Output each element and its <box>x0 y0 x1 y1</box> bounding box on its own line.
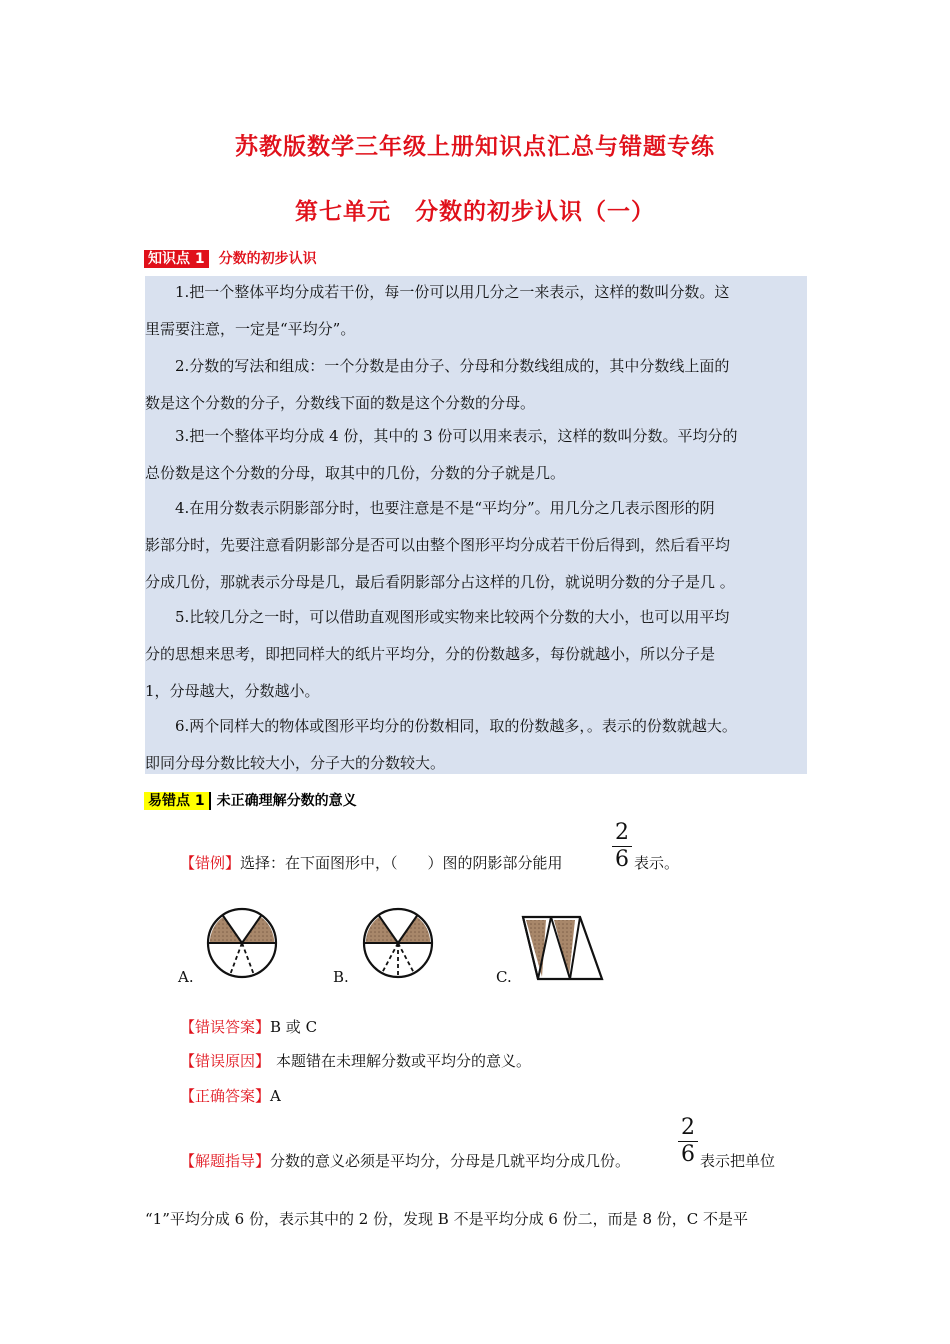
correct-answer-label: 【正确答案】 <box>180 1087 271 1105</box>
wrong-answer-label: 【错误答案】 <box>180 1018 271 1036</box>
guide-row <box>180 1150 630 1171</box>
guide-text: 分数的意义必须是平均分，分母是几就平均分成几份。 <box>270 1152 631 1170</box>
knowledge-line: 影部分时，先要注意看阴影部分是否可以由整个图形平均分成若干份后得到，然后看平均 <box>145 536 731 554</box>
wrong-answer-value: B 或 C <box>270 1018 318 1036</box>
knowledge-point-heading: 分数的初步认识 <box>218 251 317 267</box>
knowledge-line: 4.在用分数表示阴影部分时，也要注意是不是“平均分”。用几分之几表示图形的阴 <box>175 499 715 517</box>
knowledge-point-tag: 知识点 1 <box>144 250 209 268</box>
figure-b <box>364 909 432 977</box>
fraction-denominator: 6 <box>615 847 629 872</box>
example-label: 【错例】 <box>180 854 241 872</box>
guide-line-2: “1”平均分成 6 份，表示其中的 2 份，发现 B 不是平均分成 6 份二，而是 8 份，C 不是平 <box>145 1210 749 1228</box>
guide-text-tail: 表示把单位 <box>700 1152 776 1170</box>
knowledge-line: 即同分母分数比较大小，分子大的分数较大。 <box>145 754 446 772</box>
option-a-label: A. <box>178 968 194 986</box>
example-question <box>180 852 563 873</box>
knowledge-line: 2.分数的写法和组成：一个分数是由分子、分母和分数线组成的，其中分数线上面的 <box>175 357 730 375</box>
fraction-numerator: 2 <box>681 1115 695 1140</box>
knowledge-box <box>145 276 807 774</box>
knowledge-line: 总份数是这个分数的分母，取其中的几份，分数的分子就是几。 <box>145 464 566 482</box>
example-text-tail: 表示。 <box>634 854 680 872</box>
knowledge-line: 分成几份，那就表示分母是几，最后看阴影部分占这样的几份，就说明分数的分子是几 。 <box>145 573 735 591</box>
error-point-header <box>144 790 357 810</box>
option-c-label: C. <box>496 968 512 986</box>
correct-answer-value: A <box>270 1087 281 1105</box>
wrong-reason-row <box>180 1050 531 1071</box>
example-fraction <box>612 821 632 872</box>
example-figures <box>170 895 630 995</box>
wrong-reason-label: 【错误原因】 <box>180 1052 271 1070</box>
correct-answer-row <box>180 1085 281 1106</box>
unit-subtitle: 第七单元 分数的初步认识（一） <box>295 199 655 225</box>
knowledge-line: 1，分母越大，分数越小。 <box>145 682 320 700</box>
knowledge-point-header <box>144 248 317 268</box>
figure-c <box>523 917 602 979</box>
error-point-heading: 未正确理解分数的意义 <box>216 793 357 809</box>
knowledge-line: 3.把一个整体平均分成 4 份，其中的 3 份可以用来表示，这样的数叫分数。平均分的 <box>175 427 738 445</box>
fraction-numerator: 2 <box>615 820 629 845</box>
knowledge-line: 分的思想来思考，即把同样大的纸片平均分，分的份数越多，每份就越小，所以分子是 <box>145 645 716 663</box>
knowledge-line: 5.比较几分之一时，可以借助直观图形或实物来比较两个分数的大小，也可以用平均 <box>175 608 730 626</box>
error-point-tag: 易错点 1 <box>144 792 211 810</box>
example-text: 选择：在下面图形中，（ ）图的阴影部分能用 <box>240 854 563 872</box>
option-b-label: B. <box>333 968 349 986</box>
guide-label: 【解题指导】 <box>180 1152 271 1170</box>
figure-a <box>208 909 276 977</box>
knowledge-line: 里需要注意，一定是“平均分”。 <box>145 320 356 338</box>
wrong-reason-text: 本题错在未理解分数或平均分的意义。 <box>276 1052 532 1070</box>
knowledge-line: 数是这个分数的分子，分数线下面的数是这个分数的分母。 <box>145 394 536 412</box>
guide-fraction <box>678 1116 698 1167</box>
document-title: 苏教版数学三年级上册知识点汇总与错题专练 <box>235 134 715 160</box>
knowledge-line: 1.把一个整体平均分成若干份，每一份可以用几分之一来表示，这样的数叫分数。这 <box>175 283 730 301</box>
knowledge-line: 6.两个同样大的物体或图形平均分的份数相同，取的份数越多，。表示的份数就越大。 <box>175 717 737 735</box>
fraction-denominator: 6 <box>681 1142 695 1167</box>
wrong-answer-row <box>180 1016 317 1037</box>
